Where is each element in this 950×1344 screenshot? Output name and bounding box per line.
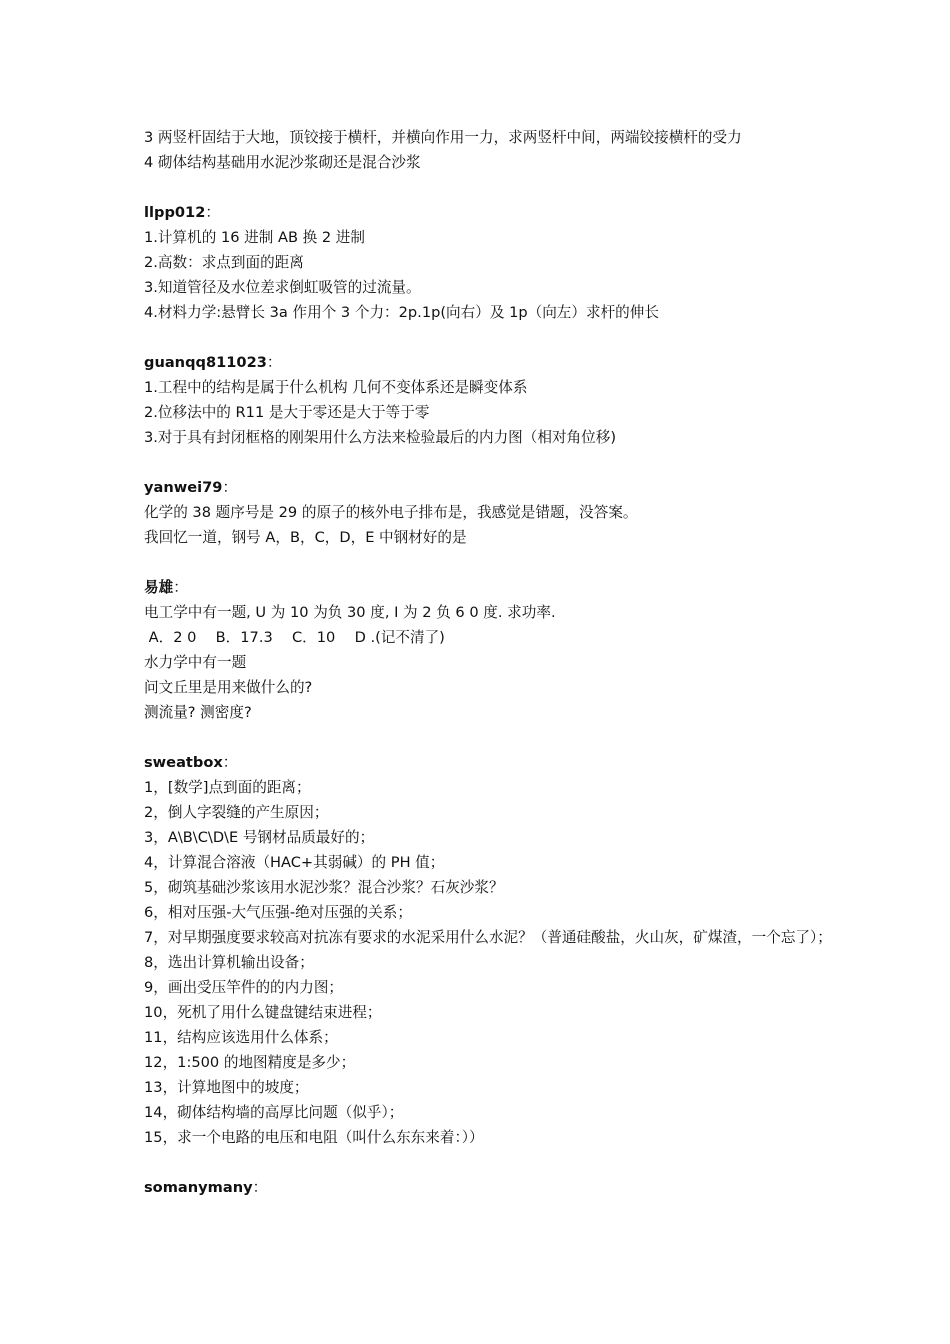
answer-line: 2.位移法中的 R11 是大于零还是大于等于零 xyxy=(144,404,430,421)
answer-line: 2，倒人字裂缝的产生原因； xyxy=(144,804,329,821)
answer-line: 10，死机了用什么键盘键结束进程； xyxy=(144,1004,382,1021)
author-colon: ： xyxy=(173,579,188,596)
answer-line: 1.计算机的 16 进制 AB 换 2 进制 xyxy=(144,229,365,246)
answer-line: 6，相对压强-大气压强-绝对压强的关系； xyxy=(144,904,412,921)
answer-line: 4，计算混合溶液（HAC+其弱碱）的 PH 值； xyxy=(144,854,445,871)
answer-line: 测流量? 测密度? xyxy=(144,704,252,721)
answer-line: 8，选出计算机输出设备； xyxy=(144,954,314,971)
answer-line: 12，1:500 的地图精度是多少； xyxy=(144,1054,356,1071)
answer-line: 3.知道管径及水位差求倒虹吸管的过流量。 xyxy=(144,279,421,296)
answer-line: 7，对早期强度要求较高对抗冻有要求的水泥采用什么水泥？（普通硅酸盐，火山灰，矿煤渣，一个忘了）； xyxy=(144,929,832,946)
author-name: llpp012 xyxy=(144,204,206,221)
answer-line: 4.材料力学:悬臂长 3a 作用个 3 个力：2p.1p(向右）及 1p（向左）求杆的伸长 xyxy=(144,304,659,321)
answer-line: 我回忆一道，钢号 A，B，C，D，E 中钢材好的是 xyxy=(144,529,467,546)
author-heading xyxy=(144,575,834,600)
answer-line: 15，求一个电路的电压和电阻（叫什么东东来着：）） xyxy=(144,1129,484,1146)
answer-line: 1，[数学]点到面的距离； xyxy=(144,779,311,796)
answer-line: A．2 0 B．17.3 C．10 D .(记不清了) xyxy=(144,629,445,646)
author-colon: ： xyxy=(266,354,282,371)
answer-line: 11，结构应该选用什么体系； xyxy=(144,1029,338,1046)
answer-line: 3，A\B\C\D\E 号钢材品质最好的； xyxy=(144,829,375,846)
author-heading xyxy=(144,475,834,500)
answer-line: 问文丘里是用来做什么的? xyxy=(144,679,313,696)
author-name: sweatbox xyxy=(144,754,223,771)
answer-line: 2.高数：求点到面的距离 xyxy=(144,254,304,271)
author-name: yanwei79 xyxy=(144,479,223,496)
author-heading xyxy=(144,750,834,775)
document-body xyxy=(144,125,834,1200)
answer-line: 9，画出受压竿件的的内力图； xyxy=(144,979,344,996)
answer-line: 3.对于具有封闭框格的刚架用什么方法来检验最后的内力图（相对角位移) xyxy=(144,429,617,446)
author-name: somanymany xyxy=(144,1179,253,1196)
author-heading xyxy=(144,200,834,225)
author-colon: ： xyxy=(222,479,238,496)
author-name: 易雄 xyxy=(144,579,174,596)
author-colon: ： xyxy=(252,1179,268,1196)
answer-line: 13，计算地图中的坡度； xyxy=(144,1079,309,1096)
answer-line: 14，砌体结构墙的高厚比问题（似乎）； xyxy=(144,1104,404,1121)
author-colon: ： xyxy=(222,754,238,771)
author-heading xyxy=(144,1175,834,1200)
intro-line: 4 砌体结构基础用水泥沙浆砌还是混合沙浆 xyxy=(144,154,421,171)
answer-line: 1.工程中的结构是属于什么机构 几何不变体系还是瞬变体系 xyxy=(144,379,528,396)
answer-line: 5，砌筑基础沙浆该用水泥沙浆？混合沙浆？石灰沙浆？ xyxy=(144,879,504,896)
author-name: guanqq811023 xyxy=(144,354,267,371)
intro-line: 3 两竖杆固结于大地，顶铰接于横杆，并横向作用一力，求两竖杆中间，两端铰接横杆的受力 xyxy=(144,129,742,146)
answer-line: 电工学中有一题, U 为 10 为负 30 度, I 为 2 负 6 0 度. 求功率. xyxy=(144,604,556,621)
author-heading xyxy=(144,350,834,375)
author-colon: ： xyxy=(205,204,220,221)
answer-line: 水力学中有一题 xyxy=(144,654,247,671)
answer-line: 化学的 38 题序号是 29 的原子的核外电子排布是，我感觉是错题，没答案。 xyxy=(144,504,638,521)
